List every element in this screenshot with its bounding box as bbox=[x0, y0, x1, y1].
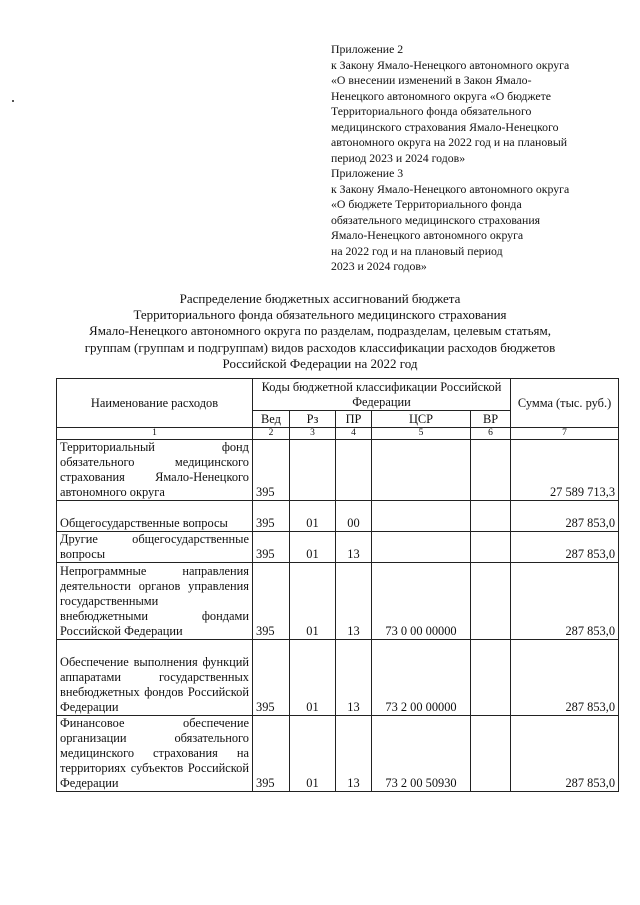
row-ved: 395 bbox=[253, 563, 290, 640]
row-csr bbox=[372, 532, 471, 563]
title-line: Ямало-Ненецкого автономного округа по разделам, подразделам, целевым статьям, bbox=[89, 323, 551, 339]
row-csr bbox=[372, 501, 471, 532]
row-rz: 01 bbox=[290, 501, 336, 532]
header-ved: Вед bbox=[253, 411, 290, 428]
row-sum: 287 853,0 bbox=[511, 716, 619, 792]
row-pr: 13 bbox=[336, 716, 372, 792]
row-sum: 27 589 713,3 bbox=[511, 440, 619, 501]
table-row bbox=[57, 716, 619, 792]
row-csr: 73 2 00 50930 bbox=[372, 716, 471, 792]
header-vr: ВР bbox=[471, 411, 511, 428]
row-vr bbox=[471, 501, 511, 532]
row-vr bbox=[471, 440, 511, 501]
row-ved: 395 bbox=[253, 716, 290, 792]
budget-table bbox=[56, 378, 619, 792]
column-number: 4 bbox=[336, 428, 372, 440]
row-csr: 73 0 00 00000 bbox=[372, 563, 471, 640]
appendix-2-line: «О внесении изменений в Закон Ямало- bbox=[331, 73, 532, 87]
row-rz bbox=[290, 440, 336, 501]
header-csr: ЦСР bbox=[372, 411, 471, 428]
header-codes: Коды бюджетной классификации Российской Федерации bbox=[253, 379, 511, 411]
appendix-2-line: Территориального фонда обязательного bbox=[331, 104, 532, 118]
header-rz: Рз bbox=[290, 411, 336, 428]
column-number: 6 bbox=[471, 428, 511, 440]
appendix-3-line: Ямало-Ненецкого автономного округа bbox=[331, 228, 524, 242]
document-title bbox=[40, 291, 600, 372]
appendix-3-line: к Закону Ямало-Ненецкого автономного округа bbox=[331, 181, 570, 196]
row-sum: 287 853,0 bbox=[511, 532, 619, 563]
scan-speck bbox=[12, 100, 14, 102]
column-number: 2 bbox=[253, 428, 290, 440]
row-ved: 395 bbox=[253, 440, 290, 501]
row-ved: 395 bbox=[253, 532, 290, 563]
appendix-2-line: автономного округа на 2022 год и на плановый bbox=[331, 135, 568, 149]
appendix-2-line: Ненецкого автономного округа «О бюджете bbox=[331, 88, 552, 103]
appendix-3-line: Приложение 3 bbox=[331, 166, 404, 180]
row-ved: 395 bbox=[253, 640, 290, 716]
appendix-2-line: Приложение 2 bbox=[331, 42, 404, 56]
title-line: Распределение бюджетных ассигнований бюджета bbox=[179, 291, 461, 306]
appendix-2-line: период 2023 и 2024 годов» bbox=[331, 150, 466, 165]
table-row bbox=[57, 440, 619, 501]
column-number: 3 bbox=[290, 428, 336, 440]
table-row bbox=[57, 532, 619, 563]
table-row bbox=[57, 501, 619, 532]
row-rz: 01 bbox=[290, 532, 336, 563]
appendix-3-line: обязательного медицинского страхования bbox=[331, 212, 541, 227]
row-name: Обеспечение выполнения функций аппаратами государственных внебюджетных фондов Российской Федерации bbox=[57, 640, 253, 716]
header-pr: ПР bbox=[336, 411, 372, 428]
row-name: Общегосударственные вопросы bbox=[57, 501, 253, 532]
column-number: 5 bbox=[372, 428, 471, 440]
row-rz: 01 bbox=[290, 716, 336, 792]
row-name: Непрограммные направления деятельности органов управления государственными внебюджетными фондами Российской Федерации bbox=[57, 563, 253, 640]
appendix-2-note bbox=[331, 42, 631, 166]
appendix-3-line: на 2022 год и на плановый период bbox=[331, 243, 503, 258]
row-vr bbox=[471, 640, 511, 716]
column-number: 7 bbox=[511, 428, 619, 440]
row-name: Территориальный фонд обязательного медицинского страхования Ямало-Ненецкого автономного округа bbox=[57, 440, 253, 501]
row-name: Финансовое обеспечение организации обязательного медицинского страхования на территориях субъектов Российской Федерации bbox=[57, 716, 253, 792]
row-pr: 13 bbox=[336, 532, 372, 563]
row-pr: 13 bbox=[336, 563, 372, 640]
column-number: 1 bbox=[57, 428, 253, 440]
appendix-3-note bbox=[331, 166, 631, 275]
title-line: Российской Федерации на 2022 год bbox=[222, 355, 418, 371]
row-sum: 287 853,0 bbox=[511, 640, 619, 716]
appendix-2-line: к Закону Ямало-Ненецкого автономного округа bbox=[331, 57, 570, 72]
title-line: группам (группам и подгруппам) видов расходов классификации расходов бюджетов bbox=[84, 339, 556, 355]
row-pr bbox=[336, 440, 372, 501]
row-rz: 01 bbox=[290, 640, 336, 716]
title-line: Территориального фонда обязательного медицинского страхования bbox=[133, 307, 507, 323]
appendix-3-line: 2023 и 2024 годов» bbox=[331, 259, 427, 273]
row-csr: 73 2 00 00000 bbox=[372, 640, 471, 716]
row-name: Другие общегосударственные вопросы bbox=[57, 532, 253, 563]
appendix-2-line: медицинского страхования Ямало-Ненецкого bbox=[331, 119, 559, 134]
row-rz: 01 bbox=[290, 563, 336, 640]
row-sum: 287 853,0 bbox=[511, 563, 619, 640]
row-vr bbox=[471, 563, 511, 640]
row-vr bbox=[471, 716, 511, 792]
header-name: Наименование расходов bbox=[57, 379, 253, 428]
header-sum: Сумма (тыс. руб.) bbox=[511, 379, 619, 428]
row-ved: 395 bbox=[253, 501, 290, 532]
row-vr bbox=[471, 532, 511, 563]
row-csr bbox=[372, 440, 471, 501]
row-pr: 13 bbox=[336, 640, 372, 716]
row-pr: 00 bbox=[336, 501, 372, 532]
table-row bbox=[57, 640, 619, 716]
row-sum: 287 853,0 bbox=[511, 501, 619, 532]
table-row bbox=[57, 563, 619, 640]
appendix-3-line: «О бюджете Территориального фонда bbox=[331, 197, 522, 211]
